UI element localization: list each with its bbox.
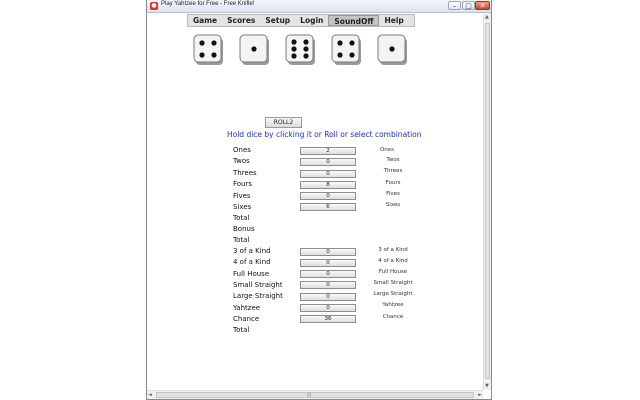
die-pip bbox=[303, 53, 308, 58]
label-upper-total: Total bbox=[233, 214, 250, 222]
die-pip bbox=[303, 39, 308, 44]
score-yahtzee[interactable]: 0 bbox=[300, 304, 356, 312]
scroll-left-icon[interactable]: ◄ bbox=[148, 392, 152, 398]
score-sixes[interactable]: 6 bbox=[300, 203, 356, 211]
app-icon: ● bbox=[151, 2, 157, 9]
dice-row bbox=[189, 34, 419, 70]
combo-fives[interactable]: Fives bbox=[386, 191, 400, 197]
combo-full-house[interactable]: Full House bbox=[378, 269, 408, 275]
die-pip bbox=[199, 52, 204, 57]
label-chance: Chance bbox=[233, 315, 260, 323]
die-pip bbox=[291, 46, 296, 51]
die-face bbox=[286, 35, 313, 62]
die-4[interactable] bbox=[331, 34, 363, 66]
label-three-of-a-kind: 3 of a Kind bbox=[233, 247, 271, 255]
menu-login[interactable]: Login bbox=[300, 16, 324, 25]
scroll-right-icon[interactable]: ► bbox=[478, 392, 482, 398]
label-four-of-a-kind: 4 of a Kind bbox=[233, 258, 271, 266]
die-3[interactable] bbox=[285, 34, 317, 66]
roll-button[interactable]: ROLL2 bbox=[265, 117, 302, 128]
combo-fours[interactable]: Fours bbox=[385, 180, 401, 186]
die-pip bbox=[389, 46, 394, 51]
maximize-button[interactable]: □ bbox=[462, 1, 475, 10]
label-twos: Twos bbox=[233, 157, 250, 165]
die-pip bbox=[291, 53, 296, 58]
score-chance[interactable]: 36 bbox=[300, 315, 356, 323]
score-small-straight[interactable]: 0 bbox=[300, 281, 356, 289]
combo-three-of-a-kind[interactable]: 3 of a Kind bbox=[378, 247, 408, 253]
score-ones[interactable]: 2 bbox=[300, 147, 356, 155]
menu-game[interactable]: Game bbox=[193, 16, 218, 25]
title-bar bbox=[147, 0, 491, 13]
minimize-button[interactable]: – bbox=[448, 1, 461, 10]
score-fours[interactable]: 8 bbox=[300, 181, 356, 189]
score-threes[interactable]: 0 bbox=[300, 170, 356, 178]
horizontal-scrollbar[interactable] bbox=[147, 390, 483, 399]
die-pip bbox=[291, 39, 296, 44]
combo-large-straight[interactable]: Large Straight bbox=[373, 291, 413, 297]
close-button[interactable]: ✕ bbox=[475, 1, 490, 10]
die-pip bbox=[251, 46, 256, 51]
label-threes: Threes bbox=[233, 169, 257, 177]
scroll-up-icon[interactable]: ▲ bbox=[485, 14, 489, 20]
die-pip bbox=[303, 46, 308, 51]
die-face bbox=[194, 35, 221, 62]
label-small-straight: Small Straight bbox=[233, 281, 283, 289]
label-yahtzee: Yahtzee bbox=[233, 304, 261, 312]
label-fives: Fives bbox=[233, 192, 251, 200]
combo-small-straight[interactable]: Small Straight bbox=[373, 280, 413, 286]
score-three-of-a-kind[interactable]: 0 bbox=[300, 248, 356, 256]
die-pip bbox=[199, 40, 204, 45]
vertical-scrollbar[interactable] bbox=[483, 13, 491, 390]
die-5[interactable] bbox=[377, 34, 409, 66]
label-large-straight: Large Straight bbox=[233, 292, 283, 300]
die-pip bbox=[349, 40, 354, 45]
combo-ones[interactable]: Ones bbox=[379, 147, 395, 153]
menu-setup[interactable]: Setup bbox=[265, 16, 291, 25]
die-pip bbox=[337, 52, 342, 57]
label-lower-total: Total bbox=[233, 326, 250, 334]
combo-chance[interactable]: Chance bbox=[382, 314, 404, 320]
die-face bbox=[332, 35, 359, 62]
menu-scores[interactable]: Scores bbox=[227, 16, 256, 25]
die-pip bbox=[211, 40, 216, 45]
combo-sixes[interactable]: Sixes bbox=[385, 202, 401, 208]
browser-window bbox=[146, 0, 492, 400]
label-full-house: Full House bbox=[233, 270, 270, 278]
menu-soundoff[interactable]: SoundOff bbox=[328, 15, 379, 26]
combo-twos[interactable]: Twos bbox=[386, 157, 400, 163]
die-pip bbox=[349, 52, 354, 57]
label-sixes: Sixes bbox=[233, 203, 252, 211]
combo-yahtzee[interactable]: Yahtzee bbox=[382, 302, 404, 308]
die-pip bbox=[337, 40, 342, 45]
label-bonus: Bonus bbox=[233, 225, 255, 233]
label-ones: Ones bbox=[233, 146, 251, 154]
die-pip bbox=[211, 52, 216, 57]
label-upper-grand-total: Total bbox=[233, 236, 250, 244]
score-large-straight[interactable]: 0 bbox=[300, 293, 356, 301]
menu-help[interactable]: Help bbox=[384, 16, 404, 25]
menu-bar bbox=[187, 14, 415, 27]
combo-threes[interactable]: Threes bbox=[383, 168, 403, 174]
label-fours: Fours bbox=[233, 180, 253, 188]
vertical-scroll-thumb[interactable] bbox=[485, 23, 490, 379]
horizontal-scroll-thumb[interactable] bbox=[156, 392, 474, 398]
scroll-grip-icon: ||| bbox=[307, 392, 312, 397]
score-fives[interactable]: 0 bbox=[300, 192, 356, 200]
score-twos[interactable]: 0 bbox=[300, 158, 356, 166]
die-1[interactable] bbox=[193, 34, 225, 66]
instructions-text: Hold dice by clicking it or Roll or select combination bbox=[227, 130, 422, 139]
window-title: Play Yahtzee for Free - Free Knifle! bbox=[161, 1, 255, 7]
score-full-house[interactable]: 0 bbox=[300, 270, 356, 278]
die-2[interactable] bbox=[239, 34, 271, 66]
combo-four-of-a-kind[interactable]: 4 of a Kind bbox=[378, 258, 408, 264]
scroll-down-icon[interactable]: ▼ bbox=[485, 383, 489, 389]
score-four-of-a-kind[interactable]: 0 bbox=[300, 259, 356, 267]
